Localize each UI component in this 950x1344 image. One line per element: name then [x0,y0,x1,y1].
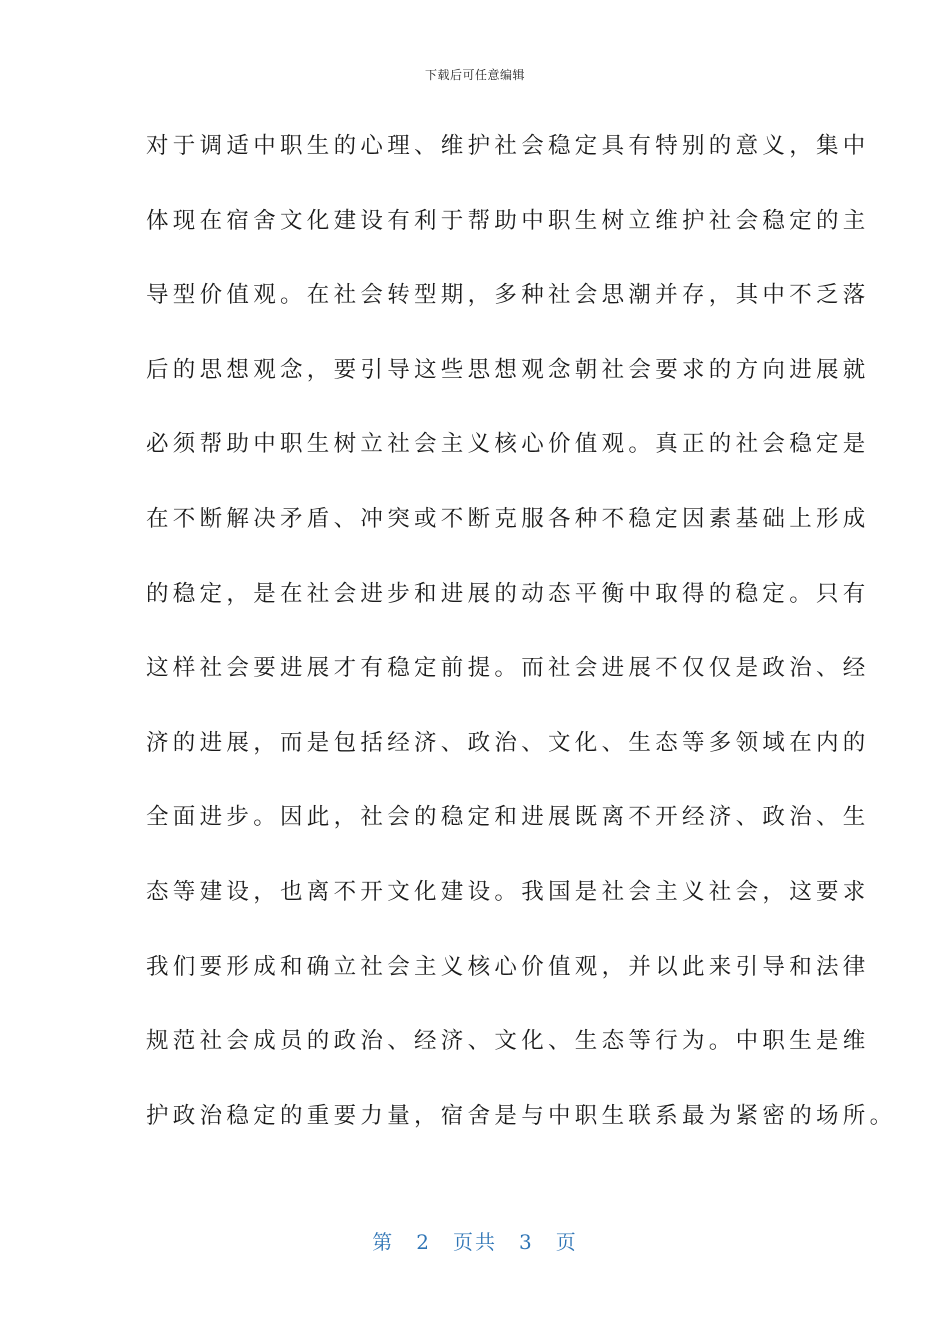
text-line: 规范社会成员的政治、经济、文化、生态等行为。中职生是维 [146,1028,870,1055]
text-line: 体现在宿舍文化建设有利于帮助中职生树立维护社会稳定的主 [146,207,870,234]
text-line: 我们要形成和确立社会主义核心价值观，并以此来引导和法律 [146,953,870,980]
text-line: 后的思想观念，要引导这些思想观念朝社会要求的方向进展就 [146,356,870,383]
total-pages-number: 3 [519,1230,534,1254]
text-line: 态等建设，也离不开文化建设。我国是社会主义社会，这要求 [146,878,870,905]
text-line: 全面进步。因此，社会的稳定和进展既离不开经济、政治、生 [146,804,870,831]
footer-middle: 页共 [453,1230,497,1254]
text-line: 必须帮助中职生树立社会主义核心价值观。真正的社会稳定是 [146,431,870,458]
footer-prefix: 第 [372,1230,395,1254]
text-line: 在不断解决矛盾、冲突或不断克服各种不稳定因素基础上形成 [146,505,870,532]
text-line: 济的进展，而是包括经济、政治、文化、生态等多领域在内的 [146,729,870,756]
page-header: 下载后可任意编辑 [424,68,525,82]
page-footer [0,1226,950,1255]
text-line: 护政治稳定的重要力量，宿舍是与中职生联系最为紧密的场所。 [146,1102,897,1129]
body-paragraph [146,124,897,1168]
text-line: 的稳定，是在社会进步和进展的动态平衡中取得的稳定。只有 [146,580,870,607]
current-page-number: 2 [416,1230,431,1254]
text-line: 导型价值观。在社会转型期，多种社会思潮并存，其中不乏落 [146,282,870,309]
footer-suffix: 页 [555,1230,578,1254]
text-line: 这样社会要进展才有稳定前提。而社会进展不仅仅是政治、经 [146,655,870,682]
text-line: 对于调适中职生的心理、维护社会稳定具有特别的意义，集中 [146,133,870,159]
